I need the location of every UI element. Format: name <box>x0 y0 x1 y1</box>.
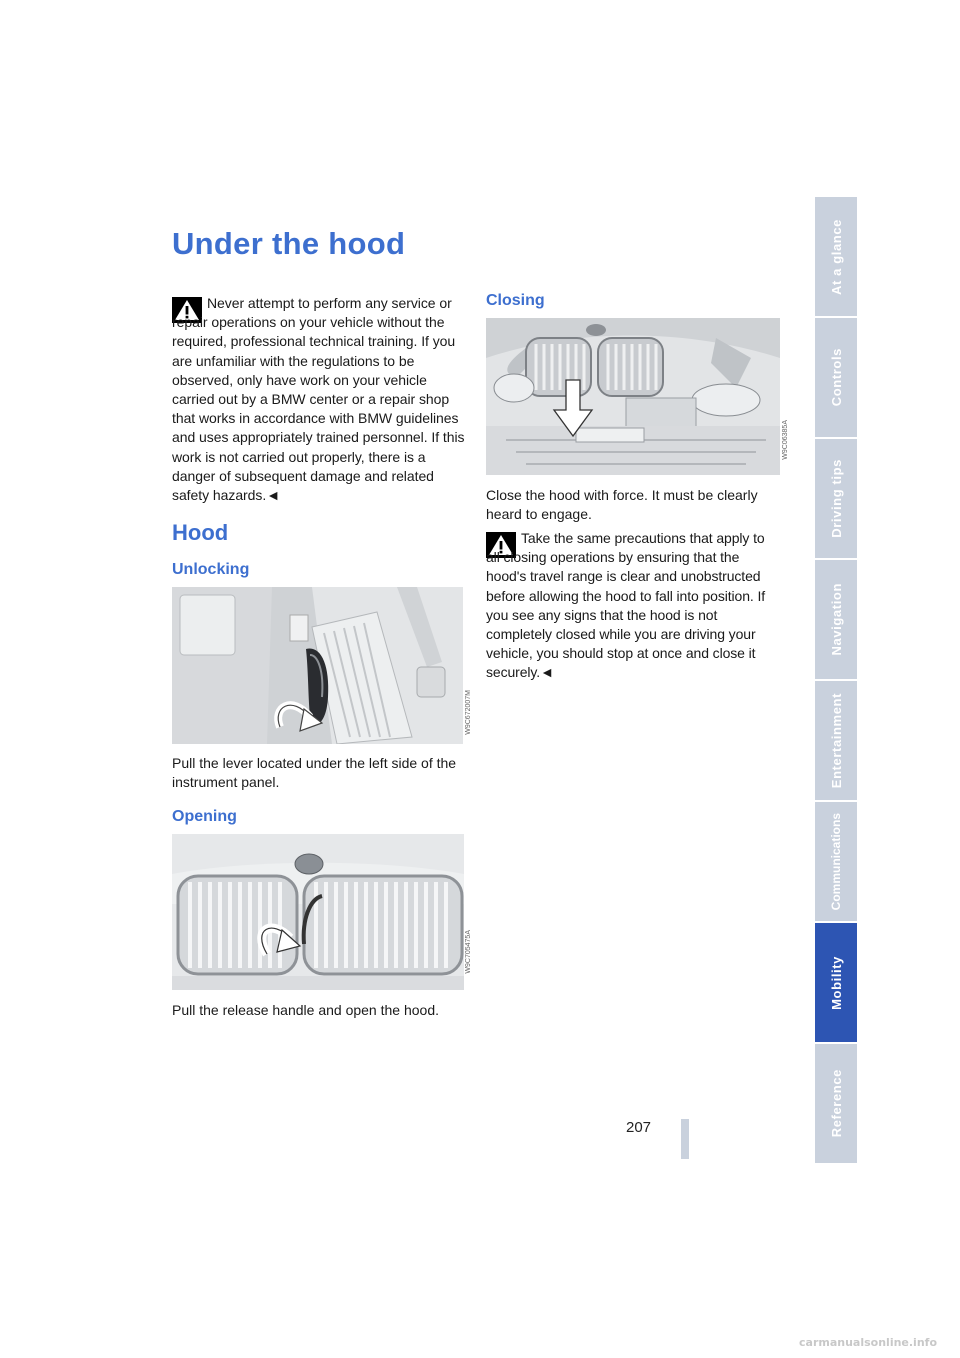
closing-text: Close the hood with force. It must be clearly heard to engage. <box>486 487 758 523</box>
subheading-unlocking: Unlocking <box>172 561 250 578</box>
tab-at-a-glance[interactable]: At a glance <box>815 197 857 316</box>
tab-mobility[interactable]: Mobility <box>815 923 857 1042</box>
warning-text: Never attempt to perform any service or repair operations on your vehicle without the required, professional technical training. If you are unfamiliar with the regulations to be observed, only have work on your vehicle carried out by a BMW center or a repair shop that works in accordance with BMW guidelines and uses appropriately trained personnel. If this work is not carried out properly, there is a danger of subsequent damage and related safety hazards.◄ <box>172 295 465 504</box>
grille-release-handle-illustration <box>172 834 464 990</box>
watermark: carmanualsonline.info <box>799 1336 937 1349</box>
page-number: 207 <box>626 1119 652 1136</box>
unlocking-text: Pull the lever located under the left side of the instrument panel. <box>172 755 457 791</box>
figure-code: W9C705475A <box>465 930 472 974</box>
figure-code: W9C672007M <box>465 690 472 735</box>
figure-code: W9C06385A <box>782 420 789 460</box>
figure-opening-release-handle <box>172 834 464 990</box>
closing-hood-illustration <box>486 318 780 475</box>
page-title: Under the hood <box>172 226 406 261</box>
subheading-closing: Closing <box>486 292 545 309</box>
tab-reference[interactable]: Reference <box>815 1044 857 1163</box>
section-heading-hood: Hood <box>172 520 229 545</box>
opening-text: Pull the release handle and open the hood. <box>172 1002 439 1018</box>
subheading-opening: Opening <box>172 808 237 825</box>
figure-unlocking-lever <box>172 587 463 744</box>
chapter-tabs <box>815 197 857 1165</box>
tab-navigation[interactable]: Navigation <box>815 560 857 679</box>
tab-entertainment[interactable]: Entertainment <box>815 681 857 800</box>
hood-release-lever-illustration <box>172 587 463 744</box>
tab-communications[interactable]: Communications <box>815 802 857 921</box>
closing-warning-text: Take the same precautions that apply to all closing operations by ensuring that the hood's travel range is clear and unobstructed before allowing the hood to fall into position. If you see any signs that the hood is not completely closed while you are driving your vehicle, you should stop at once and close it securely.◄ <box>486 530 766 681</box>
tab-controls[interactable]: Controls <box>815 318 857 437</box>
page-number-bar <box>681 1119 689 1159</box>
figure-closing-hood <box>486 318 780 475</box>
tab-driving-tips[interactable]: Driving tips <box>815 439 857 558</box>
